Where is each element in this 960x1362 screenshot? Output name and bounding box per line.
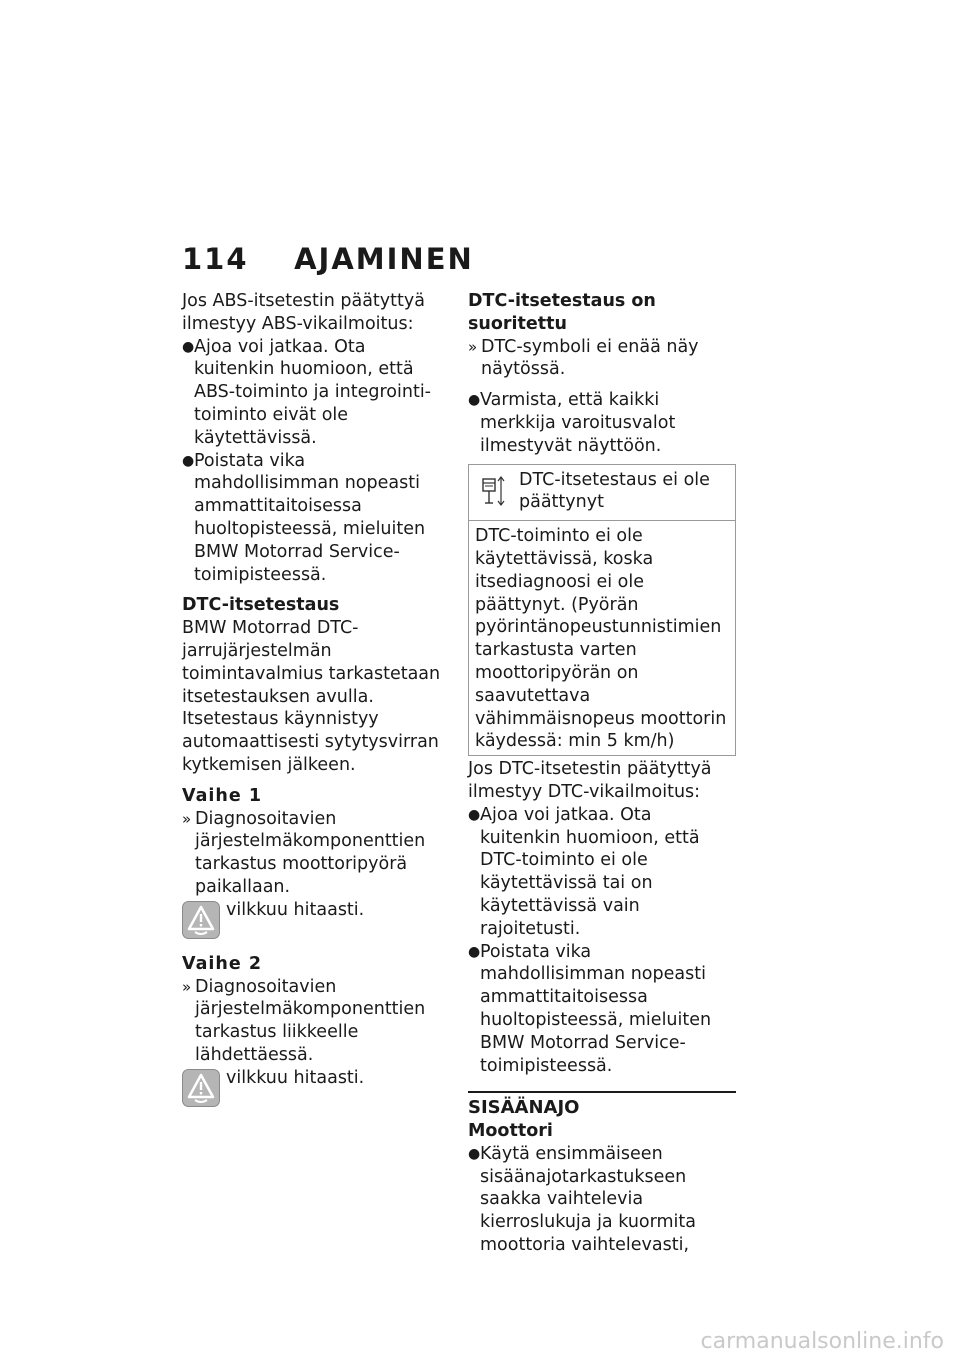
bullet-icon: ●	[468, 806, 481, 823]
list-item-text: Käytä ensimmäiseen sisäänajotarkastukseen saakka vaihtelevia kierroslukuja ja kuormita moottoria vaihtelevasti,	[480, 1143, 696, 1256]
list-item	[182, 450, 444, 587]
list-item-text: Ajoa voi jatkaa. Ota kuitenkin huomioon, että ABS-toiminto ja integrointi-toiminto eivät ole käytettävissä.	[194, 336, 432, 448]
dtc-warning-icon	[182, 1069, 220, 1107]
arrow-icon: »	[182, 809, 192, 828]
step1-indicator	[182, 899, 444, 939]
callout-header	[469, 465, 735, 522]
right-column	[468, 290, 736, 1257]
dtc-fault-intro: Jos DTC-itsetestin päätyttyä ilmestyy DTC-vikailmoitus:	[468, 759, 712, 802]
dtc-warning-icon	[182, 901, 220, 939]
chapter-title: AJAMINEN	[294, 242, 474, 276]
list-item	[468, 804, 736, 941]
list-item-text: Poistata vika mahdollisimman nopeasti ammattitaitoisessa huoltopisteessä, mieluiten BMW Motorrad Service-toimipisteessä.	[480, 941, 712, 1076]
list-item	[468, 941, 736, 1078]
step1-label: Vaihe 1	[182, 785, 262, 806]
done-heading: DTC-itsetestaus on suoritettu	[468, 291, 656, 334]
list-item	[182, 976, 444, 1067]
list-item-text: Poistata vika mahdollisimman nopeasti ammattitaitoisessa huoltopisteessä, mieluiten BMW Motorrad Service-toimipisteessä.	[194, 450, 426, 585]
arrow-icon: »	[468, 337, 478, 356]
arrow-icon: »	[182, 977, 192, 996]
page-number: 114	[182, 242, 249, 276]
list-item-text: Diagnosoitavien järjestelmäkomponenttien tarkastus moottoripyörä paikallaan.	[195, 808, 426, 897]
page-header	[182, 242, 474, 276]
left-column	[182, 290, 444, 1107]
list-item	[468, 336, 736, 382]
list-item	[182, 808, 444, 899]
step2-label: Vaihe 2	[182, 953, 262, 974]
list-item	[182, 336, 444, 450]
dtc-heading: DTC-itsetestaus	[182, 595, 340, 616]
abs-intro: Jos ABS-itsetestin päätyttyä ilmestyy ABS-vikailmoitus:	[182, 291, 425, 334]
section-title: SISÄÄNAJO	[468, 1097, 580, 1119]
list-item-text: DTC-symboli ei enää näy näytössä.	[481, 336, 699, 380]
bullet-icon: ●	[182, 338, 195, 355]
callout-title: DTC-itsetestaus ei ole päättynyt	[519, 469, 710, 513]
gauge-icon	[475, 469, 509, 511]
engine-heading: Moottori	[468, 1121, 553, 1142]
watermark: carmanualsonline.info	[700, 1329, 944, 1354]
list-item-text: Ajoa voi jatkaa. Ota kuitenkin huomioon, että DTC-toiminto ei ole käytettävissä tai on käytettävissä vain rajoitetusti.	[480, 804, 700, 939]
list-item	[468, 389, 736, 457]
list-item-text: Diagnosoitavien järjestelmäkomponenttien tarkastus liikkeelle lähdettäessä.	[195, 976, 426, 1065]
list-item	[468, 1143, 736, 1257]
step2-indicator	[182, 1067, 444, 1107]
bullet-icon: ●	[468, 1145, 481, 1162]
list-item-text: Varmista, että kaikki merkkija varoitusvalot ilmestyvät näyttöön.	[480, 390, 676, 456]
bullet-icon: ●	[182, 452, 195, 469]
bullet-icon: ●	[468, 392, 481, 409]
step1-indicator-text: vilkkuu hitaasti.	[226, 899, 365, 920]
dtc-text: BMW Motorrad DTC-jarrujärjestelmän toimintavalmius tarkastetaan itsetestauksen avulla. Itsetestaus käynnistyy automaattisesti sytytysvirran kytkemisen jälkeen.	[182, 618, 441, 775]
callout-body: DTC-toiminto ei ole käytettävissä, koska itsediagnoosi ei ole päättynyt. (Pyörän pyörintänopeustunnistimien tarkastusta varten moottoripyörän on saavutettava vähimmäisnopeus moottorin käydessä: min 5 km/h)	[475, 526, 727, 752]
bullet-icon: ●	[468, 943, 481, 960]
info-callout	[468, 464, 736, 757]
step2-indicator-text: vilkkuu hitaasti.	[226, 1067, 365, 1088]
section-divider	[468, 1091, 736, 1120]
